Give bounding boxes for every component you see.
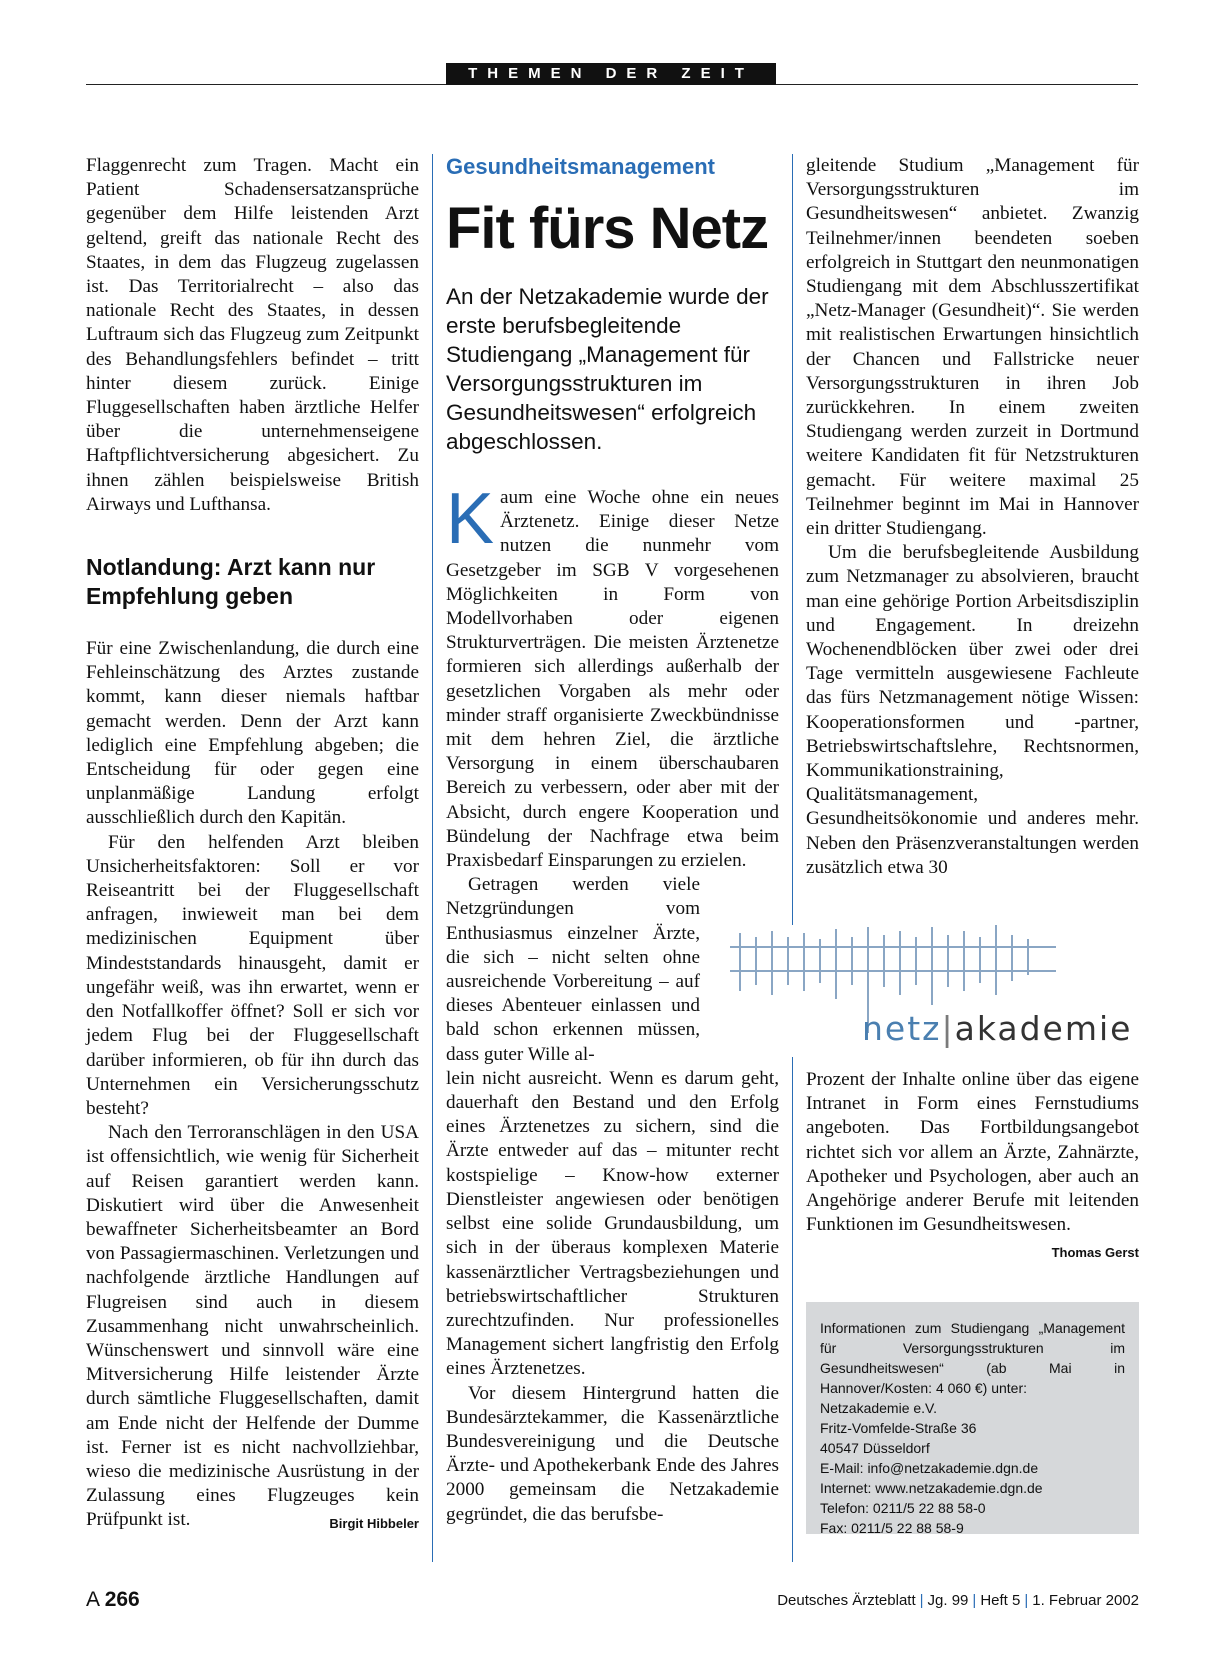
page-number bbox=[86, 1588, 140, 1612]
column-2 bbox=[446, 154, 779, 1527]
column-rule-right bbox=[792, 154, 793, 1562]
col2-paragraph-3: Vor diesem Hintergrund hatten die Bundesärztekammer, die Kassenärztliche Bundesvereinigung und die Deutsche Ärzte- und Apothekerbank Ende des Jahres 2000 gemeinsam die Netzakademie gegründet, die das berufsbe- bbox=[446, 1382, 779, 1525]
col2-paragraph-1 bbox=[446, 479, 779, 873]
drop-cap: K bbox=[446, 479, 495, 559]
column-3 bbox=[806, 154, 1139, 880]
netzakademie-logo bbox=[726, 925, 1138, 1057]
col3-paragraph-2: Um die berufsbegleitende Ausbildung zum Netzmanager zu absolvieren, braucht man eine gehörige Portion Arbeitsdisziplin und Engagement. In dreizehn Wochenendblöcken über zwei oder drei Tage vermitteln ausgewiesene Fachleute das fürs Netzmanagement nötige Wissen: Kooperationsformen und -partner, Betriebswirtschaftslehre, Rechtsnormen, Kommunikationstraining, Qualitätsmanagement, Gesundheitsökonomie und anderes mehr. Neben den Präsenzveranstaltungen werden zusätzlich etwa 30 bbox=[806, 542, 1139, 878]
footer-separator: | bbox=[919, 1592, 924, 1609]
author-byline-2: Thomas Gerst bbox=[1051, 1245, 1139, 1261]
col1-paragraph-1: Flaggenrecht zum Tragen. Macht ein Patient Schadensersatzansprüche gegenüber dem Hilfe leistenden Arzt geltend, greift das nationale Recht des Staates, in dem das Flugzeug zugelassen ist. Das Territorialrecht – also das nationale Recht des Staates, in dessen Luftraum sich das Flugzeug zum Zeitpunkt des Behandlungsfehlers befindet – tritt hinter diesem zurück. Einige Fluggesellschaften haben ärztliche Helfer über die unternehmenseigene Haftpflichtversicherung abgesichert. Zu ihnen zählen beispielsweise British Airways und Lufthansa. bbox=[86, 155, 419, 515]
col1-paragraph-3: Für den helfenden Arzt bleiben Unsicherheitsfaktoren: Soll er vor Reiseantritt bei der Fluggesellschaft anfragen, inwieweit man bei dem medizinischen Equipment über Mindeststandards hinausgeht, damit er ungefähr weiß, was ihn erwartet, wenn er den Notfallkoffer öffnet? Soll er sich vor jedem Flug bei der Fluggesellschaft darüber informieren, ob für ihn durch das Unternehmen ein Versicherungsschutz besteht? bbox=[86, 831, 419, 1119]
journal-name: Deutsches Ärzteblatt bbox=[777, 1592, 916, 1609]
footer-separator: | bbox=[972, 1592, 977, 1609]
column-1 bbox=[86, 154, 419, 1537]
col1-paragraph-4-text: Nach den Terroranschlägen in den USA ist offensichtlich, wie wenig für Sicherheit auf Reisen garantiert werden kann. Diskutiert wird über die Anwesenheit bewaffneter Sicherheitsbeamter an Bord von Passagiermaschinen. Verletzungen und nachfolgende ärztliche Handlungen auf Flugreisen sind auch in diesem Zusammenhang nicht unwahrscheinlich. Wünschenswert und sinnvoll wäre eine Mitversicherung Hilfe leistender Ärzte durch sämtliche Fluggesellschaften, damit am Ende nicht der Helfende der Dumme ist. Ferner ist es nicht nachvollziehbar, wieso die medizinische Ausrüstung in der Zulassung eines Flugzeuges kein Prüfpunkt ist. bbox=[86, 1122, 419, 1531]
info-email: E-Mail: info@netzakademie.dgn.de bbox=[820, 1460, 1039, 1476]
info-website: Internet: www.netzakademie.dgn.de bbox=[820, 1480, 1043, 1496]
page-number-value: 266 bbox=[104, 1588, 140, 1611]
logo-word-netz: netz bbox=[862, 1009, 942, 1048]
col1-paragraph-4 bbox=[86, 1121, 419, 1532]
article-lead: An der Netzakademie wurde der erste berufsbegleitende Studiengang „Management für Versorgungsstrukturen im Gesundheitswesen“ erfolgreich abgeschlossen. bbox=[446, 284, 769, 454]
info-fax: Fax: 0211/5 22 88 58-9 bbox=[820, 1520, 964, 1536]
footer-citation bbox=[777, 1592, 1139, 1609]
article-kicker: Gesundheitsmanagement bbox=[446, 154, 715, 179]
info-intro: Informationen zum Studiengang „Management für Versorgungsstrukturen im Gesundheitswesen“ (ab Mai in Hannover/Kosten: 4 060 €) unter: bbox=[820, 1320, 1125, 1396]
col2-paragraph-2a: Getragen werden viele Netzgründungen vom Enthusiasmus einzelner Ärzte, die sich – nicht selten ohne ausreichende Vorbereitung – auf dieses Abenteuer einlassen und bald schon erkennen müssen, dass guter Wille al- bbox=[446, 874, 700, 1065]
info-phone: Telefon: 0211/5 22 88 58-0 bbox=[820, 1500, 986, 1516]
col3-paragraph-1: gleitende Studium „Management für Versorgungsstrukturen im Gesundheitswesen“ anbietet. Zwanzig Teilnehmer/innen beendeten soeben erfolgreich in Stuttgart den neunmonatigen Studiengang mit dem Abschlusszertifikat „Netz-Manager (Gesundheit)“. Sie werden mit realistischen Erwartungen hinsichtlich der Chancen und Fallstricke neuer Versorgungsstrukturen in ihren Job zurückkehren. In einem zweiten Studiengang werden zurzeit in Dortmund weitere Kandidaten fit für Netzstrukturen gemacht. Für weitere maximal 25 Teilnehmer beginnt im Mai in Hannover ein dritter Studiengang. bbox=[806, 155, 1139, 540]
author-byline-1: Birgit Hibbeler bbox=[329, 1516, 419, 1532]
section-label: THEMEN DER ZEIT bbox=[446, 63, 776, 85]
info-street: Fritz-Vomfelde-Straße 36 bbox=[820, 1420, 977, 1436]
col1-subheading: Notlandung: Arzt kann nur Empfehlung geben bbox=[86, 554, 376, 610]
journal-date: 1. Februar 2002 bbox=[1032, 1592, 1139, 1609]
column-3-continued bbox=[806, 1068, 1139, 1266]
journal-issue: Heft 5 bbox=[980, 1592, 1021, 1609]
col3-paragraph-3 bbox=[806, 1068, 1139, 1261]
col3-paragraph-3-text: Prozent der Inhalte online über das eigene Intranet in Form eines Fernstudiums angeboten. Das Fortbildungsangebot richtet sich vor allem an Ärzte, Zahnärzte, Apotheker und Psychologen, aber auch an Angehörige anderer Berufe mit leitenden Funktionen im Gesundheitswesen. bbox=[806, 1069, 1139, 1236]
logo-divider: | bbox=[941, 1009, 955, 1048]
col2-paragraph-2b: lein nicht ausreicht. Wenn es darum geht, dauerhaft den Bestand und den Erfolg eines Ärztenetzes zu sichern, sind die Ärzte entweder auf das – mitunter recht kostspielige – Know-how externer Dienstleister angewiesen oder benötigen selbst eine solide Grundausbildung, um sich in der überaus komplexen Materie kassenärztlicher Vertragsbeziehungen und betriebswirtschaftlicher Strukturen zurechtzufinden. Nur professionelles Management sichert langfristig den Erfolg eines Ärztenetzes. bbox=[446, 1067, 779, 1380]
logo-wordmark bbox=[862, 1009, 1132, 1048]
col1-paragraph-2: Für eine Zwischenlandung, die durch eine Fehleinschätzung des Arztes zustande kommt, kann dieser niemals haftbar gemacht werden. Denn der Arzt kann lediglich eine Empfehlung abgeben; die Entscheidung für oder gegen eine unplanmäßige Landung erfolgt ausschließlich durch den Kapitän. bbox=[86, 638, 419, 829]
logo-word-akademie: akademie bbox=[954, 1009, 1133, 1048]
info-box bbox=[806, 1302, 1139, 1534]
column-rule-left bbox=[432, 154, 433, 1562]
info-city: 40547 Düsseldorf bbox=[820, 1440, 930, 1456]
info-org: Netzakademie e.V. bbox=[820, 1400, 937, 1416]
page-prefix: A bbox=[86, 1588, 99, 1611]
journal-volume: Jg. 99 bbox=[927, 1592, 969, 1609]
col2-paragraph-1-text: aum eine Woche ohne ein neues Ärztenetz. Einige dieser Netze nutzen die nunmehr vom Gesetzgeber im SGB V vorgesehenen Möglichkeiten in Form von Modellvorhaben oder eigenen Strukturverträgen. Die meisten Ärztenetze formieren sich allerdings außerhalb der gesetzlichen Vorgaben als mehr oder minder straff organisierte Zweckbündnisse mit dem hehren Ziel, die ärztliche Versorgung in einem überschaubaren Bereich zu verbessern, oder aber mit der Absicht, durch engere Kooperation und Bündelung der Nachfrage etwa beim Praxisbedarf Einsparungen zu erzielen. bbox=[446, 487, 779, 872]
article-headline: Fit fürs Netz bbox=[446, 196, 769, 261]
footer-separator: | bbox=[1024, 1592, 1029, 1609]
